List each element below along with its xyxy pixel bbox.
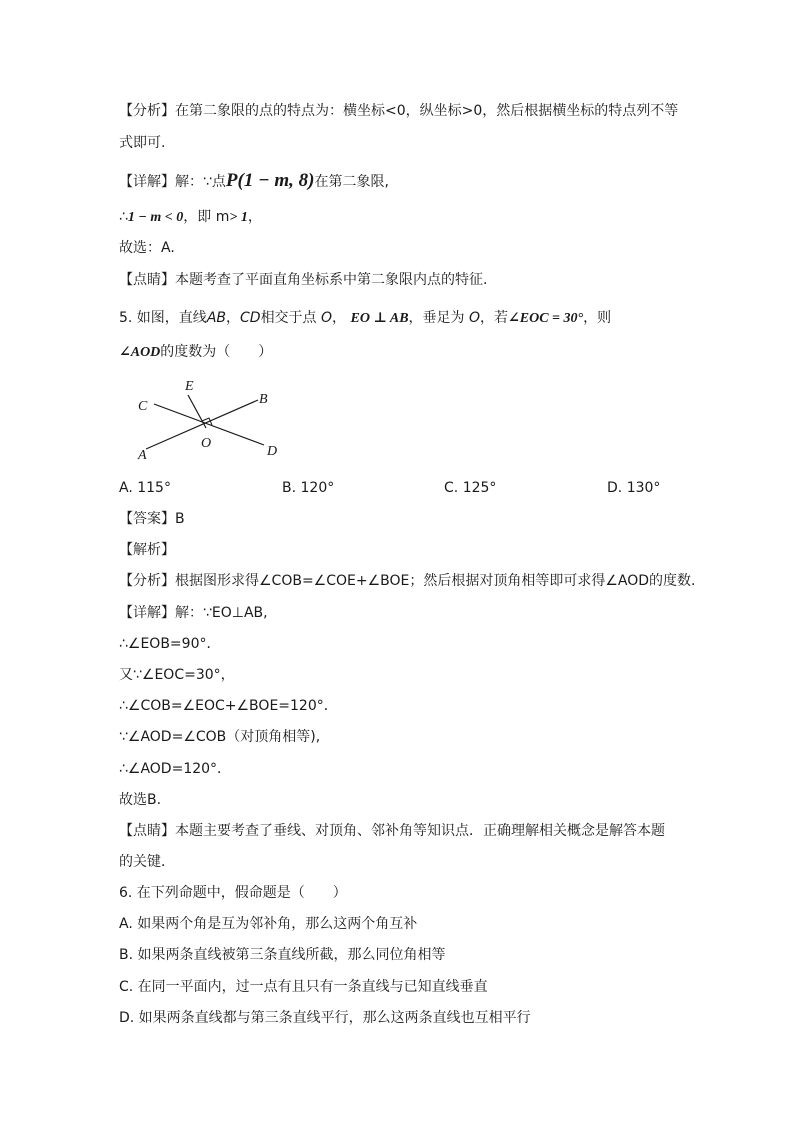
inequality-text: ，即 m	[183, 209, 230, 225]
q6-option-d: D. 如果两条直线都与第三条直线平行，那么这两条直线也互相平行	[119, 1010, 531, 1026]
q5-analysis-line	[119, 571, 696, 591]
analysis-text: 式即可.	[119, 135, 166, 151]
label-o: O	[201, 436, 212, 451]
angle-expression: ∠EOC = 30°	[508, 311, 584, 326]
stem-text: 的度数为（ ）	[160, 344, 273, 360]
option-value: 125°	[462, 480, 497, 496]
point-expression: P(1 − m, 8)	[225, 170, 315, 191]
label-c: C	[138, 399, 148, 414]
q4-analysis-line-2	[119, 133, 165, 153]
therefore-symbol: ∴	[119, 209, 128, 225]
analysis-tag: 【分析】	[119, 103, 175, 119]
q6-stem: 6. 在下列命题中，假命题是（ ）	[119, 885, 347, 901]
analysis-text: 根据图形求得∠COB=∠COE+∠BOE；然后根据对顶角相等即可求得∠AOD的度数.	[175, 573, 696, 589]
q6-option-b: B. 如果两条直线被第三条直线所截，那么同位角相等	[119, 947, 446, 963]
q5-figure	[130, 375, 290, 465]
q4-choice: 故选：A.	[119, 240, 175, 256]
q5-comment-line-1	[119, 821, 665, 841]
q6-option-c: C. 在同一平面内，过一点有且只有一条直线与已知直线垂直	[119, 979, 488, 995]
line-label: CD	[240, 310, 261, 326]
q5-choice: 故选B.	[119, 792, 162, 808]
option-letter: C.	[444, 480, 459, 496]
q5-stem-line-1	[119, 308, 611, 329]
label-a: A	[138, 448, 147, 463]
q5-step: 又∵∠EOC=30°，	[119, 667, 235, 683]
option-value: 130°	[626, 480, 661, 496]
inequality-result: > 1	[229, 210, 248, 225]
punctuation: ，	[247, 209, 262, 225]
q4-inequality-line	[119, 207, 262, 228]
stem-text: 相交于点	[260, 310, 317, 326]
line-label: AB	[206, 310, 226, 326]
comment-text: 本题主要考查了垂线、对顶角、邻补角等知识点．正确理解相关概念是解答本题	[175, 823, 665, 839]
q5-option-b	[282, 478, 334, 498]
q5-answer: 【答案】B	[119, 511, 185, 527]
point-label: O	[321, 310, 333, 326]
q5-step: ∴∠COB=∠EOC+∠BOE=120°．	[119, 698, 338, 714]
q4-detail-line	[119, 171, 389, 192]
punctuation: ，	[332, 310, 347, 326]
q5-step: ∴∠EOB=90°．	[119, 636, 221, 652]
stem-text: ，若	[480, 310, 509, 326]
label-e: E	[185, 379, 194, 394]
q4-analysis-line-1	[119, 101, 678, 121]
perpendicular-expression: EO ⊥ AB	[350, 311, 409, 326]
q5-stem-line-2	[119, 342, 272, 363]
q4-comment-line	[119, 270, 487, 290]
analysis-tag: 【分析】	[119, 573, 175, 589]
q5-step: ∴∠AOD=120°．	[119, 761, 232, 777]
option-value: 120°	[300, 480, 335, 496]
detail-text: 在第二象限,	[314, 174, 389, 190]
option-letter: B.	[282, 480, 297, 496]
q5-option-c	[444, 478, 496, 498]
q5-explain-title: 【解析】	[119, 542, 175, 558]
inequality-expression: 1 − m < 0	[127, 210, 184, 225]
comment-text: 本题考查了平面直角坐标系中第二象限内点的特征.	[175, 272, 488, 288]
q5-step: ∵∠AOD=∠COB（对顶角相等),	[119, 729, 321, 745]
q6-option-a: A. 如果两个角是互为邻补角，那么这两个角互补	[119, 916, 418, 932]
angle-aod-expression: ∠AOD	[119, 345, 161, 360]
stem-text: 5. 如图，直线	[119, 310, 207, 326]
detail-tag: 【详解】	[119, 174, 175, 190]
stem-text: ，垂足为	[408, 310, 465, 326]
q5-option-a	[119, 478, 171, 498]
detail-tag: 【详解】	[119, 605, 175, 621]
option-letter: A.	[119, 480, 133, 496]
q5-comment-line-2: 的关键．	[119, 854, 175, 870]
detail-text: 解：∵点	[175, 174, 226, 190]
point-label: O	[469, 310, 481, 326]
q5-detail-line	[119, 603, 268, 623]
detail-step: 解：∵EO⊥AB,	[175, 605, 268, 621]
label-b: B	[259, 392, 268, 407]
stem-text: ，则	[583, 310, 612, 326]
label-d: D	[267, 444, 278, 459]
option-letter: D.	[607, 480, 623, 496]
punctuation: ，	[226, 310, 240, 326]
analysis-text: 在第二象限的点的特点为：横坐标<0，纵坐标>0，然后根据横坐标的特点列不等	[175, 103, 679, 119]
line-eo	[188, 395, 206, 428]
q5-option-d	[607, 478, 660, 498]
option-value: 115°	[137, 480, 171, 496]
comment-tag: 【点睛】	[119, 823, 175, 839]
comment-tag: 【点睛】	[119, 272, 175, 288]
